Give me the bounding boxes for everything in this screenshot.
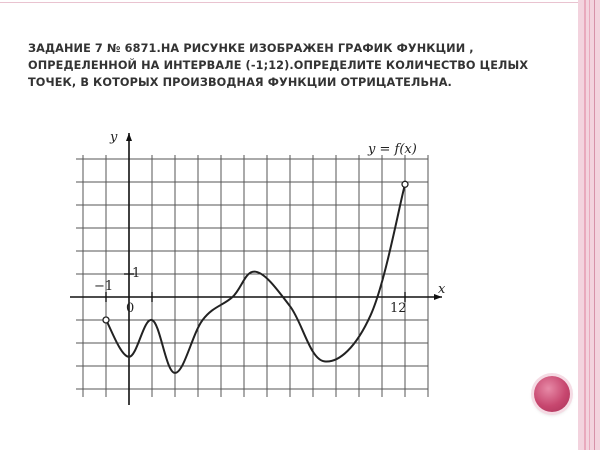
task-text: ЗАДАНИЕ 7 № 6871.НА РИСУНКЕ ИЗОБРАЖЕН ГРАФИК ФУНКЦИИ , ОПРЕДЕЛЕННОЙ НА ИНТЕРВАЛЕ (-1;12).ОПРЕДЕЛИТЕ КОЛИЧЕСТВО ЦЕЛЫХ ТОЧЕК, В КОТОРЫХ ПРОИЗВОДНАЯ ФУНКЦИИ ОТРИЦАТЕЛЬНА.: [28, 42, 529, 89]
top-divider: [0, 2, 578, 3]
side-decoration-line: [589, 0, 590, 450]
tick-label-y-one: 1: [132, 266, 141, 281]
side-decoration-line: [594, 0, 595, 450]
open-endpoint-left: [103, 317, 109, 323]
function-graph: [60, 125, 445, 415]
tick-label-minus-one: −1: [94, 279, 114, 294]
y-axis-arrow: [126, 133, 132, 141]
x-axis-label: x: [438, 282, 445, 297]
tick-label-twelve: 12: [390, 301, 407, 316]
navigation-button[interactable]: [534, 376, 570, 412]
tick-label-origin: 0: [126, 301, 135, 316]
function-label: y = f(x): [368, 142, 417, 157]
side-decoration-line: [584, 0, 586, 450]
y-axis-label: y: [110, 130, 118, 145]
function-curve: [106, 184, 405, 373]
open-endpoint-right: [402, 181, 408, 187]
